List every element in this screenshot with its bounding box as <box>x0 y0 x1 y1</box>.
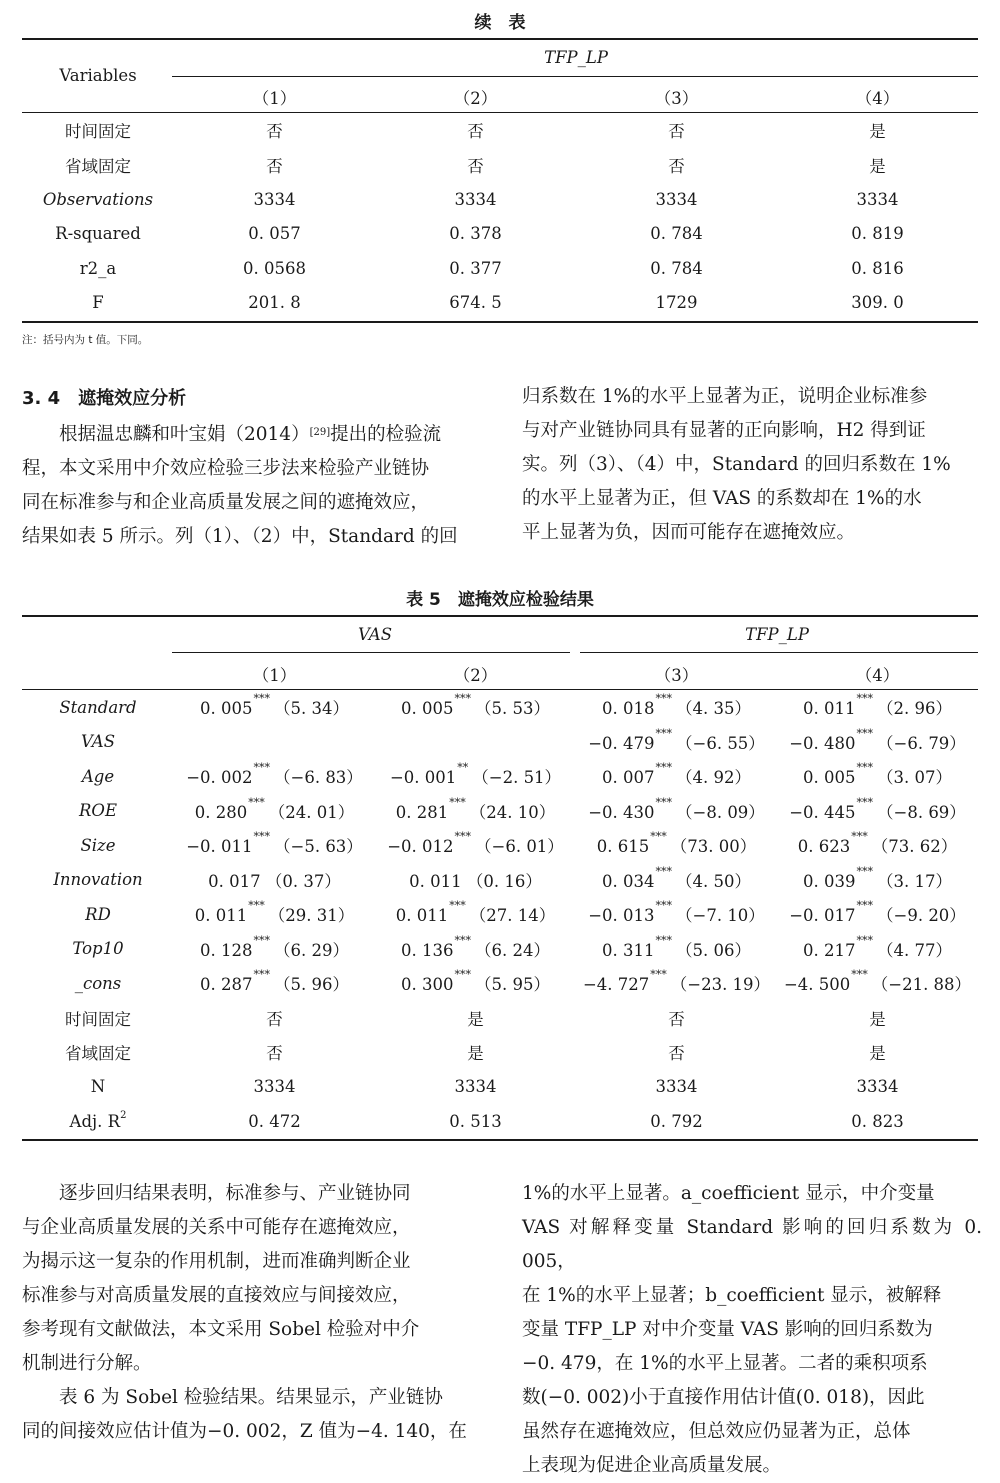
row-label: Adj. $R^2$ <box>69 1109 127 1131</box>
coefficient: 否 <box>668 1009 685 1029</box>
t-value: （2. 96） <box>877 699 952 719</box>
table-cell <box>375 1035 576 1070</box>
table-cell: 0. 823 <box>851 1111 904 1131</box>
table-cell: 0. 377 <box>449 258 502 278</box>
table-cell <box>174 1001 375 1036</box>
table-cell: 0. 0568 <box>243 258 306 278</box>
table-cell <box>777 966 978 1001</box>
significance-stars: *** <box>253 933 270 947</box>
coefficient: 3334 <box>253 1077 296 1097</box>
significance-stars: *** <box>454 968 471 982</box>
coefficient: 0. 005 <box>200 699 253 719</box>
coefficient: 0. 011 <box>409 871 462 891</box>
coefficient: 是 <box>869 1044 886 1064</box>
t-value: （0. 37） <box>265 871 341 891</box>
coefficient: −0. 479 <box>588 733 655 753</box>
table-cell: 309. 0 <box>851 293 904 313</box>
row-label: Age <box>81 766 115 786</box>
table-cell <box>777 1070 978 1105</box>
coefficient: 0. 007 <box>602 768 655 788</box>
text-line: 1%的水平上显著。a_coefficient 显示，中介变量 <box>522 1183 935 1204</box>
table-row <box>22 828 978 863</box>
table-row <box>22 725 978 760</box>
coefficient: 是 <box>467 1044 484 1064</box>
coefficient: 0. 011 <box>803 699 856 719</box>
significance-stars: *** <box>856 864 873 878</box>
t-value: （−8. 09） <box>676 802 765 822</box>
t-value: （−8. 69） <box>877 802 966 822</box>
tfp-group-header: TFP_LP <box>745 625 809 644</box>
table-cell: 3334 <box>253 189 296 209</box>
coefficient: 0. 623 <box>797 837 851 857</box>
section-heading: 3. 4 遮掩效应分析 <box>22 388 187 409</box>
row-label: r2_a <box>79 258 117 278</box>
table5-body <box>22 690 978 1139</box>
table-row <box>22 113 978 148</box>
table-cell <box>375 690 576 725</box>
table-cell <box>576 794 777 829</box>
significance-stars: *** <box>650 968 667 982</box>
t-value: （29. 31） <box>268 906 355 926</box>
t-value: （−21. 88） <box>871 975 972 995</box>
text-line: 同的间接效应估计值为−0. 002，Z 值为−4. 140，在 <box>22 1421 467 1442</box>
t-value: （4. 50） <box>676 871 751 891</box>
t-value: （−23. 19） <box>670 975 771 995</box>
table-cell <box>777 897 978 932</box>
text-line: 与对产业链协同具有显著的正向影响，H2 得到证 <box>522 420 926 441</box>
table-cell <box>174 863 375 898</box>
significance-stars: *** <box>248 899 265 913</box>
table-cell <box>576 863 777 898</box>
table-cell <box>174 690 375 725</box>
t-value: （73. 62） <box>871 837 958 857</box>
significance-stars: *** <box>851 830 868 844</box>
text-line: 上表现为促进企业高质量发展。 <box>522 1455 782 1476</box>
significance-stars: *** <box>454 830 471 844</box>
table-cell <box>375 794 576 829</box>
table-cell <box>375 828 576 863</box>
table-cell <box>576 759 777 794</box>
t-value: （−6. 01） <box>475 837 564 857</box>
col-header: （2） <box>453 666 498 685</box>
table-row <box>22 863 978 898</box>
table-cell: 0. 378 <box>449 224 502 244</box>
table-cell <box>375 863 576 898</box>
significance-stars: *** <box>454 692 471 706</box>
vas-group-rule <box>172 652 570 653</box>
t-value: （6. 29） <box>274 940 349 960</box>
table-row <box>22 286 978 321</box>
significance-stars: *** <box>655 692 672 706</box>
coefficient: 0. 011 <box>194 906 248 926</box>
table-cell <box>174 828 375 863</box>
row-label: R-squared <box>55 224 141 244</box>
table-cell <box>576 932 777 967</box>
table-cell <box>576 690 777 725</box>
t-value: （4. 35） <box>676 699 751 719</box>
table-cell <box>174 932 375 967</box>
table-cell: 0. 792 <box>650 1111 703 1131</box>
t-value: （5. 53） <box>475 699 550 719</box>
table-cell <box>777 690 978 725</box>
row-label: Standard <box>59 697 137 717</box>
text-line: 在 1%的水平上显著；b_coefficient 显示，被解释 <box>522 1285 942 1306</box>
citation: [29] <box>309 427 331 438</box>
table-cell <box>375 1001 576 1036</box>
coefficient: 0. 017 <box>208 871 261 891</box>
row-label: Top10 <box>72 939 124 959</box>
table-cell <box>174 966 375 1001</box>
row-label: 省域固定 <box>65 1044 131 1064</box>
coefficient: 0. 300 <box>401 975 454 995</box>
col-header: （1） <box>252 666 297 685</box>
significance-stars: *** <box>851 968 868 982</box>
row-label: 时间固定 <box>65 1009 131 1029</box>
t-value: （−9. 20） <box>877 906 966 926</box>
coefficient: 3334 <box>856 1077 899 1097</box>
col-header: （3） <box>654 666 699 685</box>
t-value: （−6. 83） <box>274 768 363 788</box>
table-cell <box>576 1070 777 1105</box>
t-value: （−7. 10） <box>676 906 765 926</box>
t-value: （4. 92） <box>676 768 751 788</box>
table-row <box>22 251 978 286</box>
table-cell: 否 <box>668 122 685 142</box>
section-right-column <box>522 380 982 550</box>
t-value: （27. 14） <box>469 906 556 926</box>
significance-stars: *** <box>856 899 873 913</box>
table-cell: 0. 472 <box>248 1111 301 1131</box>
table-cell: 是 <box>869 156 886 176</box>
section-left-column <box>22 418 482 554</box>
significance-stars: *** <box>449 899 466 913</box>
t-value: （−5. 63） <box>274 837 363 857</box>
table-cell <box>375 725 576 760</box>
table-cell <box>174 1035 375 1070</box>
significance-stars: *** <box>655 795 672 809</box>
significance-stars: *** <box>856 692 873 706</box>
t-value: （5. 34） <box>274 699 349 719</box>
table-cell: 3334 <box>856 189 899 209</box>
table-row <box>22 182 978 217</box>
coefficient: 0. 217 <box>803 940 856 960</box>
significance-stars: *** <box>655 761 672 775</box>
table-cell: 否 <box>668 156 685 176</box>
t-value: （0. 16） <box>466 871 542 891</box>
significance-stars: *** <box>253 692 270 706</box>
t-value: （4. 77） <box>877 940 952 960</box>
coefficient: −0. 012 <box>387 837 454 857</box>
table-cell: 是 <box>869 122 886 142</box>
table-cell <box>576 725 777 760</box>
table-row <box>22 1001 978 1036</box>
table-cell: 0. 057 <box>248 224 301 244</box>
group-rule <box>172 76 978 77</box>
table-row <box>22 966 978 1001</box>
significance-stars: *** <box>253 830 270 844</box>
table-cell <box>375 1070 576 1105</box>
t5-top-rule <box>22 615 978 617</box>
coefficient: 是 <box>869 1009 886 1029</box>
tfp-group-header: TFP_LP <box>544 48 608 67</box>
significance-stars: *** <box>655 899 672 913</box>
t-value: （−2. 51） <box>472 768 562 788</box>
coefficient: 3334 <box>655 1077 698 1097</box>
coefficient: 0. 136 <box>401 940 454 960</box>
coefficient: 0. 005 <box>401 699 454 719</box>
table-cell: 3334 <box>655 189 698 209</box>
table-cell <box>174 897 375 932</box>
t-value: （5. 06） <box>676 940 751 960</box>
table-cell <box>777 794 978 829</box>
table-row <box>22 897 978 932</box>
coefficient: −0. 001 <box>389 768 457 788</box>
significance-stars: *** <box>650 830 667 844</box>
coefficient: 0. 281 <box>395 802 449 822</box>
text-line: 变量 TFP_LP 对中介变量 VAS 影响的回归系数为 <box>522 1319 933 1340</box>
row-label: RD <box>85 904 111 924</box>
coefficient: −0. 480 <box>789 733 856 753</box>
row-label: _cons <box>74 973 122 993</box>
coefficient: −0. 017 <box>789 906 856 926</box>
table-cell <box>174 794 375 829</box>
text-line: 程，本文采用中介效应检验三步法来检验产业链协 <box>22 458 430 479</box>
significance-stars: *** <box>856 933 873 947</box>
table-cell: 201. 8 <box>248 293 301 313</box>
row-label: N <box>90 1077 106 1097</box>
table-cont-caption: 续 表 <box>474 13 526 33</box>
coefficient: −0. 013 <box>588 906 655 926</box>
coefficient: −0. 430 <box>588 802 655 822</box>
coefficient: 否 <box>266 1044 283 1064</box>
coefficient: −0. 445 <box>789 802 856 822</box>
significance-stars: *** <box>856 726 873 740</box>
vas-group-header: VAS <box>357 625 392 644</box>
text-line: 归系数在 1%的水平上显著为正，说明企业标准参 <box>522 386 928 407</box>
table-cell: 0. 784 <box>650 258 703 278</box>
table-cell <box>576 1035 777 1070</box>
bottom-left-column <box>22 1177 482 1449</box>
table-cell <box>777 932 978 967</box>
table-cell <box>777 1035 978 1070</box>
t-value: （24. 10） <box>469 802 556 822</box>
coefficient: −0. 002 <box>186 768 253 788</box>
coefficient: 0. 311 <box>602 940 655 960</box>
table-row <box>22 759 978 794</box>
table-cell: 否 <box>266 122 283 142</box>
table-cell: 0. 816 <box>851 258 904 278</box>
text-line: 表 6 为 Sobel 检验结果。结果显示，产业链协 <box>59 1387 443 1408</box>
bottom-rule <box>22 321 978 323</box>
coefficient: 0. 005 <box>803 768 856 788</box>
coefficient: −0. 011 <box>186 837 253 857</box>
t-value: （5. 96） <box>274 975 349 995</box>
significance-stars: *** <box>449 795 466 809</box>
text-line: 同在标准参与和企业高质量发展之间的遮掩效应， <box>22 492 430 513</box>
table-cell <box>576 1001 777 1036</box>
table-row <box>22 1035 978 1070</box>
t-value: （3. 17） <box>877 871 952 891</box>
table-cell: 674. 5 <box>449 293 502 313</box>
row-label: 时间固定 <box>65 122 131 142</box>
coefficient: 0. 615 <box>596 837 650 857</box>
text-line: VAS 对解释变量 Standard 影响的回归系数为 0. 005， <box>522 1217 982 1272</box>
t-value: （3. 07） <box>877 768 952 788</box>
col-header: （4） <box>855 666 900 685</box>
col-header: （2） <box>453 89 498 108</box>
table-row <box>22 1070 978 1105</box>
text-line: 平上显著为负，因而可能存在遮掩效应。 <box>522 522 856 543</box>
table-cell: 否 <box>266 156 283 176</box>
table5-caption: 表 5 遮掩效应检验结果 <box>406 590 594 610</box>
table-cell <box>777 759 978 794</box>
significance-stars: *** <box>248 795 265 809</box>
table-cell: 0. 784 <box>650 224 703 244</box>
significance-stars: *** <box>655 864 672 878</box>
table-cell <box>576 828 777 863</box>
row-label: F <box>92 293 104 313</box>
col-header: （1） <box>252 89 297 108</box>
row-label: Innovation <box>53 870 143 890</box>
table-row <box>22 932 978 967</box>
text-line: 逐步回归结果表明，标准参与、产业链协同 <box>59 1183 411 1204</box>
col-header: （4） <box>855 89 900 108</box>
coefficient: 0. 039 <box>803 871 856 891</box>
text-line: 数(−0. 002)小于直接作用估计值(0. 018)，因此 <box>522 1387 925 1408</box>
table-cell <box>375 932 576 967</box>
significance-stars: *** <box>253 761 270 775</box>
coefficient: 是 <box>467 1009 484 1029</box>
table-row <box>22 794 978 829</box>
text-line: 根据温忠麟和叶宝娟（2014）[29]提出的检验流 <box>59 424 442 445</box>
row-label: Size <box>80 835 116 855</box>
table-row <box>22 148 978 183</box>
row-label: ROE <box>79 801 117 821</box>
tfp-group-rule <box>580 652 978 653</box>
text-line: 结果如表 5 所示。列（1）、（2）中，Standard 的回 <box>22 526 458 547</box>
table-cell: 3334 <box>454 189 497 209</box>
coefficient: −4. 500 <box>783 975 851 995</box>
text-line: 机制进行分解。 <box>22 1353 152 1374</box>
coefficient: 0. 280 <box>194 802 248 822</box>
table-row <box>22 1104 978 1139</box>
significance-stars: *** <box>655 726 672 740</box>
row-label: VAS <box>80 732 115 752</box>
top-rule <box>22 38 978 40</box>
table-cell <box>576 897 777 932</box>
text-line: −0. 479，在 1%的水平上显著。二者的乘积项系 <box>522 1353 928 1374</box>
row-label: 省域固定 <box>65 156 131 176</box>
table-cell: 1729 <box>655 293 698 313</box>
table-cell <box>777 863 978 898</box>
significance-stars: ** <box>457 761 469 775</box>
table-cell <box>174 725 375 760</box>
significance-stars: *** <box>856 761 873 775</box>
t-value: （24. 01） <box>268 802 355 822</box>
t-value: （−6. 79） <box>877 733 966 753</box>
t-value: （6. 24） <box>475 940 550 960</box>
t5-bottom-rule <box>22 1139 978 1141</box>
table-cell: 否 <box>467 122 484 142</box>
text-line: 标准参与对高质量发展的直接效应与间接效应， <box>22 1285 411 1306</box>
significance-stars: *** <box>454 933 471 947</box>
t-value: （5. 95） <box>475 975 550 995</box>
coefficient: 0. 018 <box>602 699 655 719</box>
table-cell <box>777 725 978 760</box>
table-cell: 0. 819 <box>851 224 904 244</box>
coefficient: 0. 011 <box>395 906 449 926</box>
coefficient: 否 <box>668 1044 685 1064</box>
text-line: 的水平上显著为正，但 VAS 的系数却在 1%的水 <box>522 488 922 509</box>
table-cont-body <box>22 113 978 320</box>
table-cell: 0. 513 <box>449 1111 502 1131</box>
coefficient: 0. 287 <box>200 975 253 995</box>
table-note: 注：括号内为 t 值。下同。 <box>22 334 149 346</box>
bottom-right-column <box>522 1177 982 1483</box>
table-row <box>22 690 978 725</box>
significance-stars: *** <box>655 933 672 947</box>
text-line: 实。列（3）、（4）中，Standard 的回归系数在 1% <box>522 454 951 475</box>
text-line: 虽然存在遮掩效应，但总效应仍显著为正，总体 <box>522 1421 911 1442</box>
text-line: 为揭示这一复杂的作用机制，进而准确判断企业 <box>22 1251 411 1272</box>
t-value: （−6. 55） <box>676 733 765 753</box>
table-cell <box>375 759 576 794</box>
row-label: Observations <box>42 189 154 209</box>
table-row <box>22 217 978 252</box>
t-value: （73. 00） <box>670 837 757 857</box>
coefficient: 0. 128 <box>200 940 253 960</box>
table-cell: 否 <box>467 156 484 176</box>
table-cell <box>375 966 576 1001</box>
text-line: 与企业高质量发展的关系中可能存在遮掩效应， <box>22 1217 411 1238</box>
variables-header: Variables <box>59 66 137 85</box>
col-header: （3） <box>654 89 699 108</box>
coefficient: 0. 034 <box>602 871 655 891</box>
significance-stars: *** <box>253 968 270 982</box>
significance-stars: *** <box>856 795 873 809</box>
table-cell <box>174 1070 375 1105</box>
table-cell <box>174 759 375 794</box>
table-cell <box>576 966 777 1001</box>
table-cell <box>777 828 978 863</box>
table-cell <box>375 897 576 932</box>
coefficient: 3334 <box>454 1077 497 1097</box>
coefficient: −4. 727 <box>582 975 650 995</box>
text-line: 参考现有文献做法，本文采用 Sobel 检验对中介 <box>22 1319 420 1340</box>
table-cell <box>777 1001 978 1036</box>
coefficient: 否 <box>266 1009 283 1029</box>
